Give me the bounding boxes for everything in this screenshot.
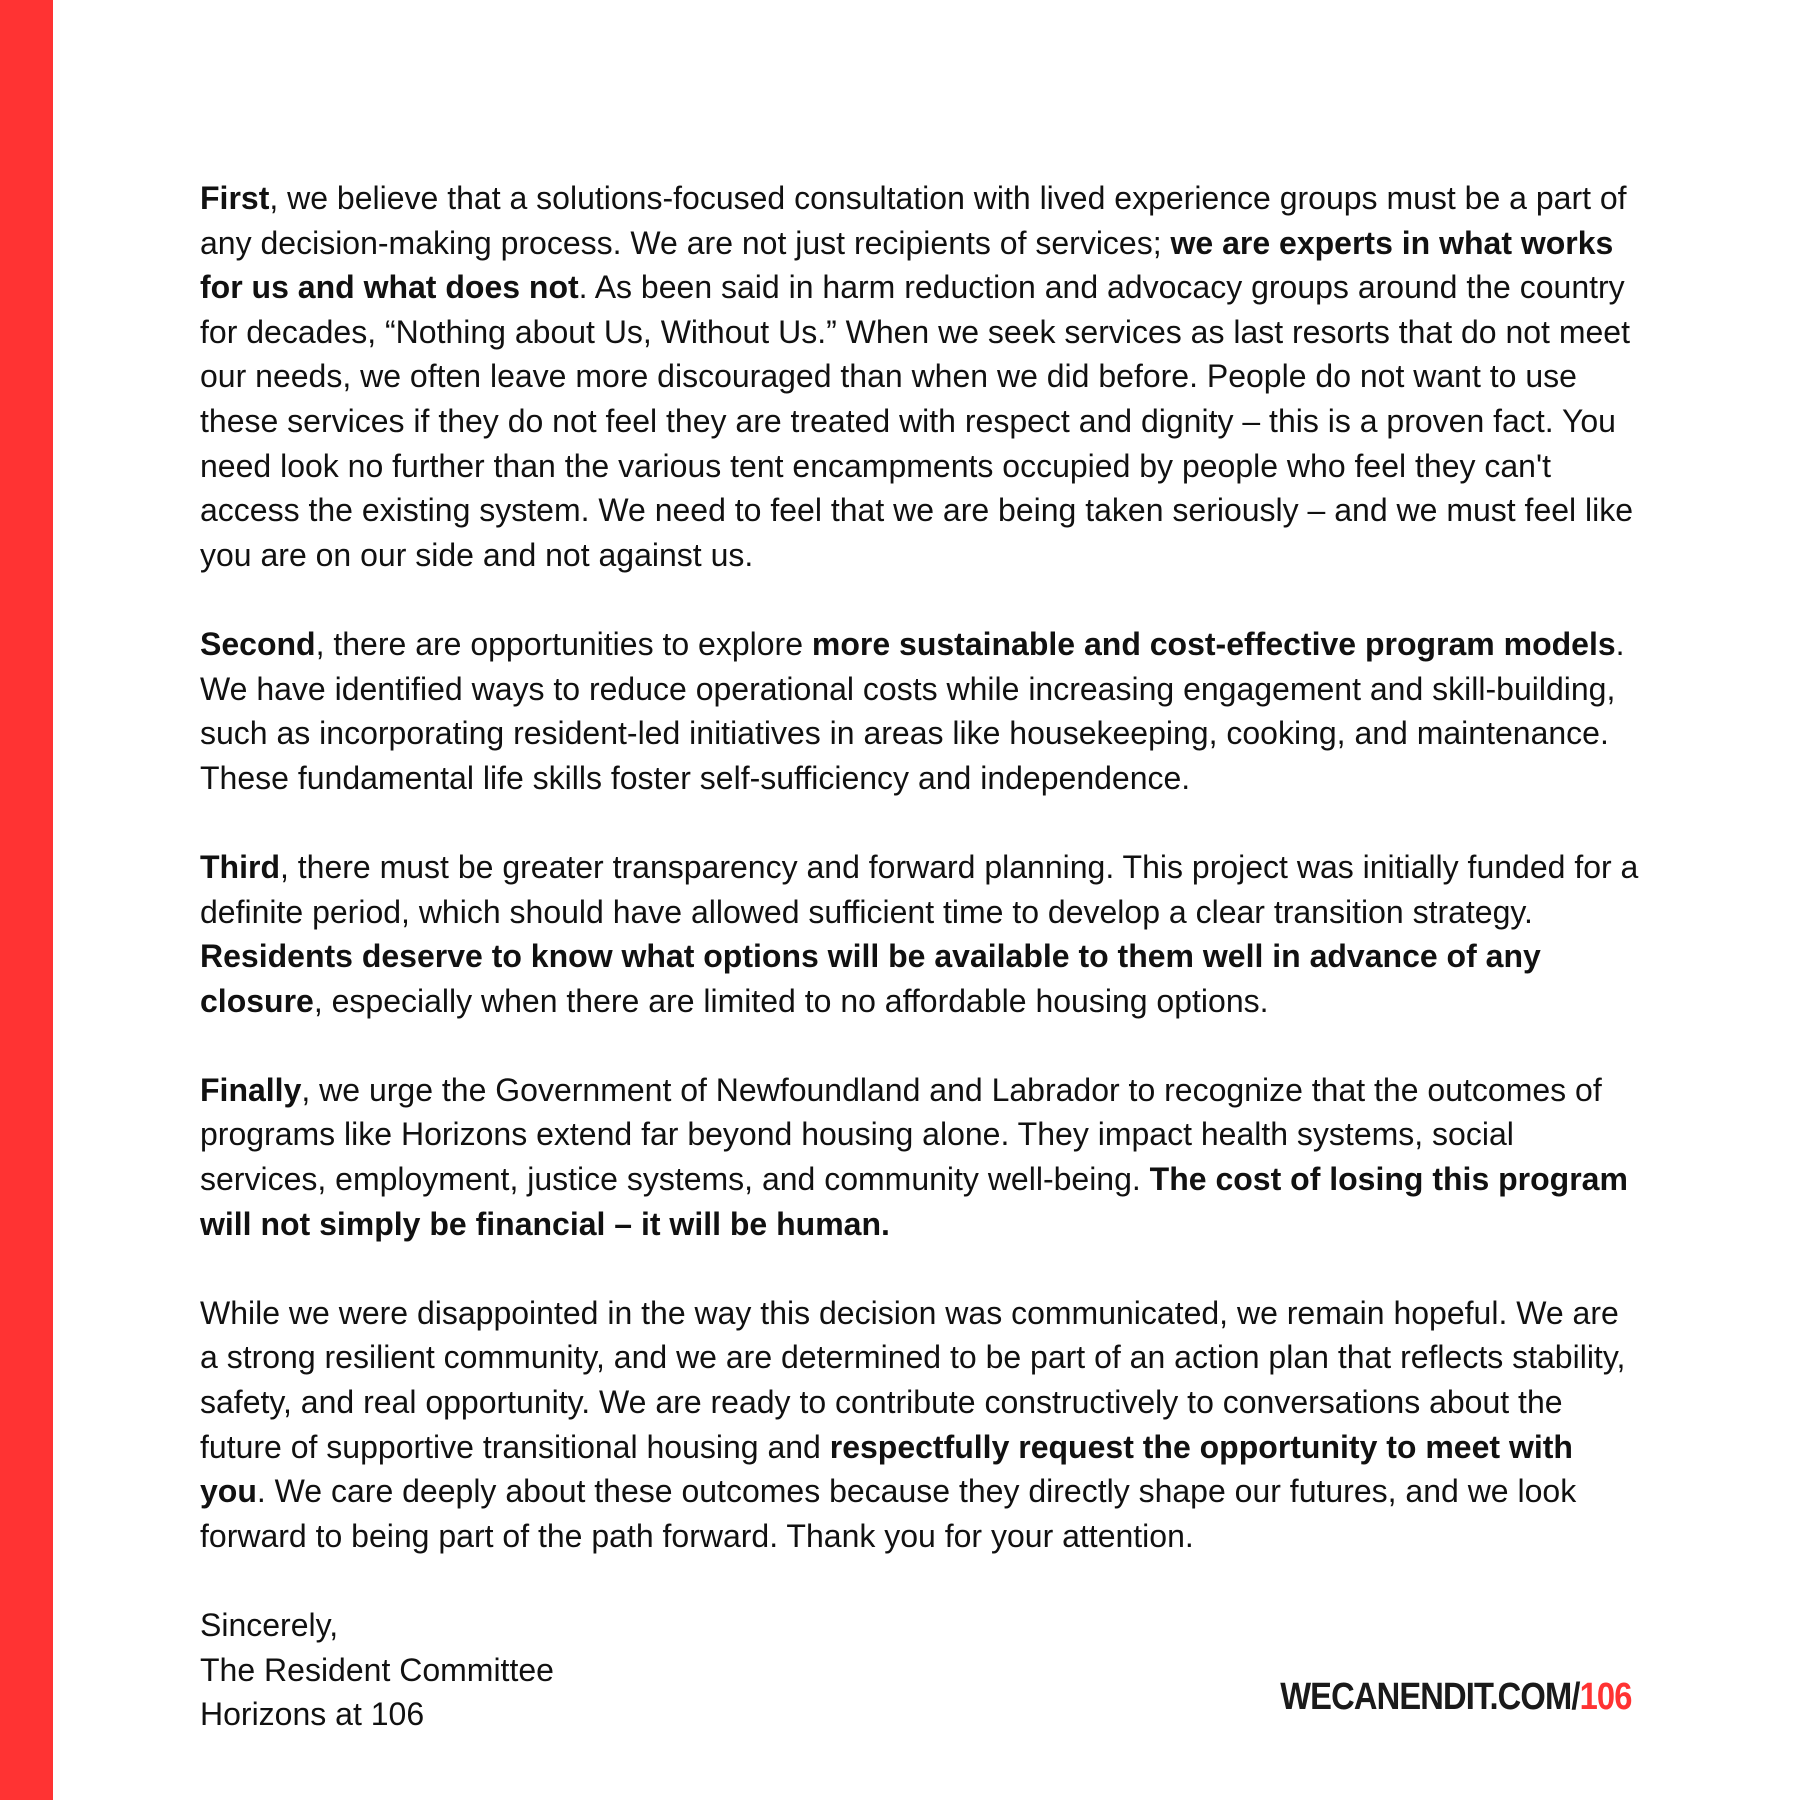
- paragraph-text: , there must be greater transparency and forward planning. This project was initially funded for a definite period, which should have allowed sufficient time to develop a clear transition strategy.: [200, 848, 1639, 930]
- paragraph-lead: Finally: [200, 1071, 302, 1108]
- paragraph-emphasis: The cost of losing this program will not simply be financial – it will be human.: [200, 1161, 1628, 1242]
- paragraph-text: , especially when there are limited to no affordable housing options.: [313, 982, 1269, 1019]
- paragraph-text: While we were disappointed in the way this decision was communicated, we remain hopeful. We are a strong resilient community, and we are determined to be part of an action plan that reflects stability, safety, and real opportunity. We are ready to contribute constructively to conversations about the future of supportive transitional housing and: [200, 1294, 1626, 1465]
- paragraph-text: . As been said in harm reduction and advocacy groups around the country for decades, “Nothing about Us, Without Us.” When we seek services as last resorts that do not meet our needs, we often leave more discouraged than when we did before. People do not want to use these services if they do not feel they are treated with respect and dignity – this is a proven fact. You need look no further than the various tent encampments occupied by people who feel they can't access the existing system. We need to feel that we are being taken seriously – and we must feel like you are on our side and not against us.: [200, 269, 1634, 573]
- paragraph-emphasis: Residents deserve to know what options will be available to them well in advance of any closure: [200, 938, 1541, 1019]
- signoff-organization: Horizons at 106: [200, 1696, 425, 1733]
- letter-body: [200, 176, 1640, 1737]
- website-domain: WECANENDIT.COM/: [1280, 1676, 1581, 1718]
- signoff-committee: The Resident Committee: [200, 1651, 554, 1688]
- paragraph-lead: First: [200, 180, 270, 216]
- website-link[interactable]: [1281, 1676, 1632, 1719]
- signoff-closing: Sincerely,: [200, 1607, 339, 1643]
- paragraph-text: , we urge the Government of Newfoundland and Labrador to recognize that the outcomes of programs like Horizons extend far beyond housing alone. They impact health systems, social services, employment, justice systems, and community well-being.: [200, 1071, 1602, 1198]
- accent-bar: [0, 0, 53, 1800]
- paragraph-emphasis: more sustainable and cost-effective program models: [811, 625, 1616, 662]
- paragraph-text: . We care deeply about these outcomes because they directly shape our futures, and we look forward to being part of the path forward. Thank you for your attention.: [200, 1473, 1577, 1554]
- paragraph-emphasis: respectfully request the opportunity to meet with you: [200, 1428, 1573, 1510]
- paragraph-text: , there are opportunities to explore: [315, 625, 812, 662]
- paragraph-emphasis: we are experts in what works for us and what does not: [200, 224, 1614, 306]
- paragraph-third: [200, 845, 1640, 1023]
- paragraph-finally: [200, 1068, 1640, 1246]
- paragraph-closing: [200, 1291, 1640, 1559]
- paragraph-text: . We have identified ways to reduce operational costs while increasing engagement and skill-building, such as incorporating resident-led initiatives in areas like housekeeping, cooking, and maintenance. These fundamental life skills foster self-sufficiency and independence.: [200, 625, 1625, 796]
- website-number: 106: [1580, 1676, 1632, 1718]
- paragraph-lead: Second: [200, 625, 316, 662]
- paragraph-second: [200, 622, 1640, 800]
- paragraph-lead: Third: [200, 848, 280, 885]
- paragraph-text: , we believe that a solutions-focused consultation with lived experience groups must be a part of any decision-making process. We are not just recipients of services;: [200, 180, 1627, 261]
- paragraph-first: [200, 176, 1640, 577]
